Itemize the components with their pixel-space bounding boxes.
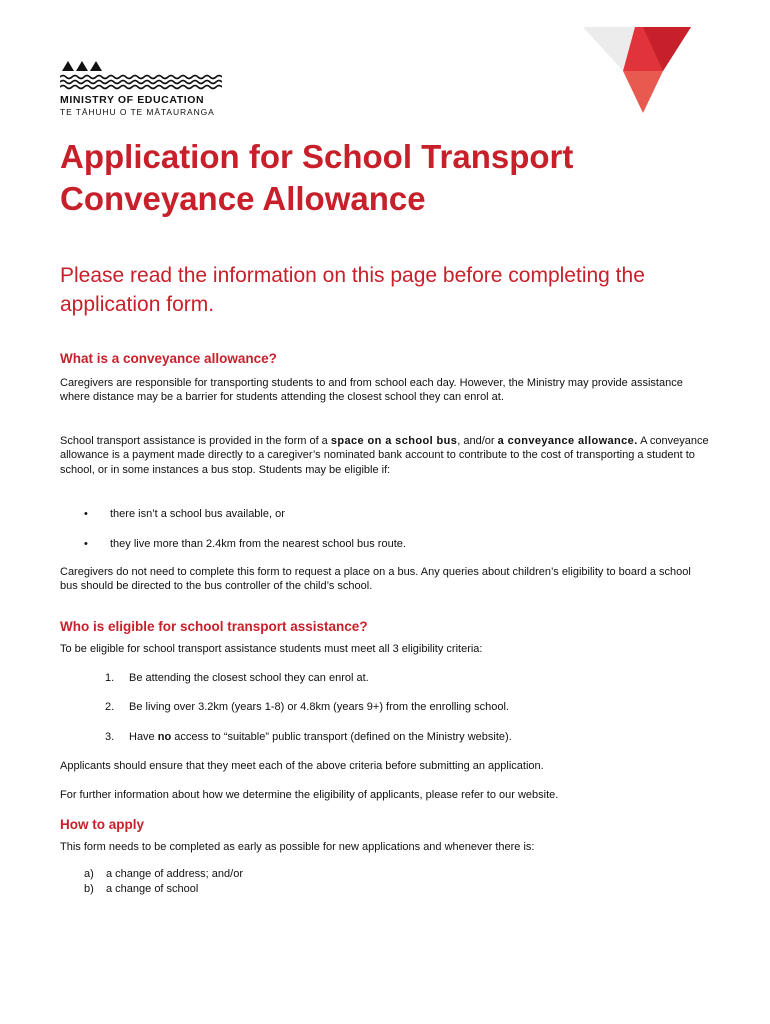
list-item: b) a change of school bbox=[84, 883, 199, 895]
bold-conveyance-allowance: a conveyance allowance. bbox=[497, 435, 638, 447]
list-item: • there isn’t a school bus available, or bbox=[84, 508, 285, 520]
list-item: a) a change of address; and/or bbox=[84, 868, 243, 880]
section-heading-eligibility: Who is eligible for school transport assistance? bbox=[60, 619, 368, 634]
section2-paragraph-1: Applicants should ensure that they meet each of the above criteria before submitting an application. bbox=[60, 760, 544, 772]
brand-triangle-mark bbox=[583, 27, 693, 117]
section2-paragraph-2: For further information about how we determine the eligibility of applicants, please refer to our website. bbox=[60, 789, 559, 801]
list-item: • they live more than 2.4km from the nearest school bus route. bbox=[84, 538, 406, 550]
section3-intro: This form needs to be completed as early as possible for new applications and whenever there is: bbox=[60, 841, 535, 853]
bullet-icon: • bbox=[84, 508, 88, 520]
ministry-maori-name: TE TĀHUHU O TE MĀTAURANGA bbox=[60, 107, 215, 117]
section1-paragraph-1: Caregivers are responsible for transporting students to and from school each day. However, the Ministry may provide assistance where distance may be a barrier for students attending the closest school they can enrol at. bbox=[60, 377, 683, 404]
section1-paragraph-2: School transport assistance is provided in the form of a space on a school bus, and/or a conveyance allowance. A conveyance allowance is a payment made directly to a caregiver’s nominated bank account to contribute to the cost of transporting a student to school, or in some instances a bus stop. Students may be eligible if: bbox=[60, 435, 709, 476]
ministry-logo bbox=[60, 58, 260, 117]
section1-paragraph-3: Caregivers do not need to complete this form to request a place on a bus. Any queries about children’s eligibility to board a school bus should be directed to the bus controller of the child’s school. bbox=[60, 566, 691, 593]
list-item: 3. Have no access to “suitable” public transport (defined on the Ministry website). bbox=[105, 731, 512, 743]
ministry-logo-mark bbox=[60, 58, 222, 92]
page-title: Application for School Transport Conveyance Allowance bbox=[60, 138, 574, 217]
list-item: 1. Be attending the closest school they can enrol at. bbox=[105, 672, 369, 684]
page-subtitle: Please read the information on this page before completing the application form. bbox=[60, 264, 645, 316]
bullet-icon: • bbox=[84, 538, 88, 550]
section-heading-how-to-apply: How to apply bbox=[60, 817, 144, 832]
section2-intro: To be eligible for school transport assistance students must meet all 3 eligibility criteria: bbox=[60, 643, 483, 655]
bold-bus-space: space on a school bus bbox=[330, 435, 458, 447]
section-heading-conveyance: What is a conveyance allowance? bbox=[60, 351, 277, 366]
bold-no: no bbox=[157, 731, 172, 743]
ministry-name: MINISTRY OF EDUCATION bbox=[60, 94, 205, 106]
list-item: 2. Be living over 3.2km (years 1-8) or 4.8km (years 9+) from the enrolling school. bbox=[105, 701, 509, 713]
